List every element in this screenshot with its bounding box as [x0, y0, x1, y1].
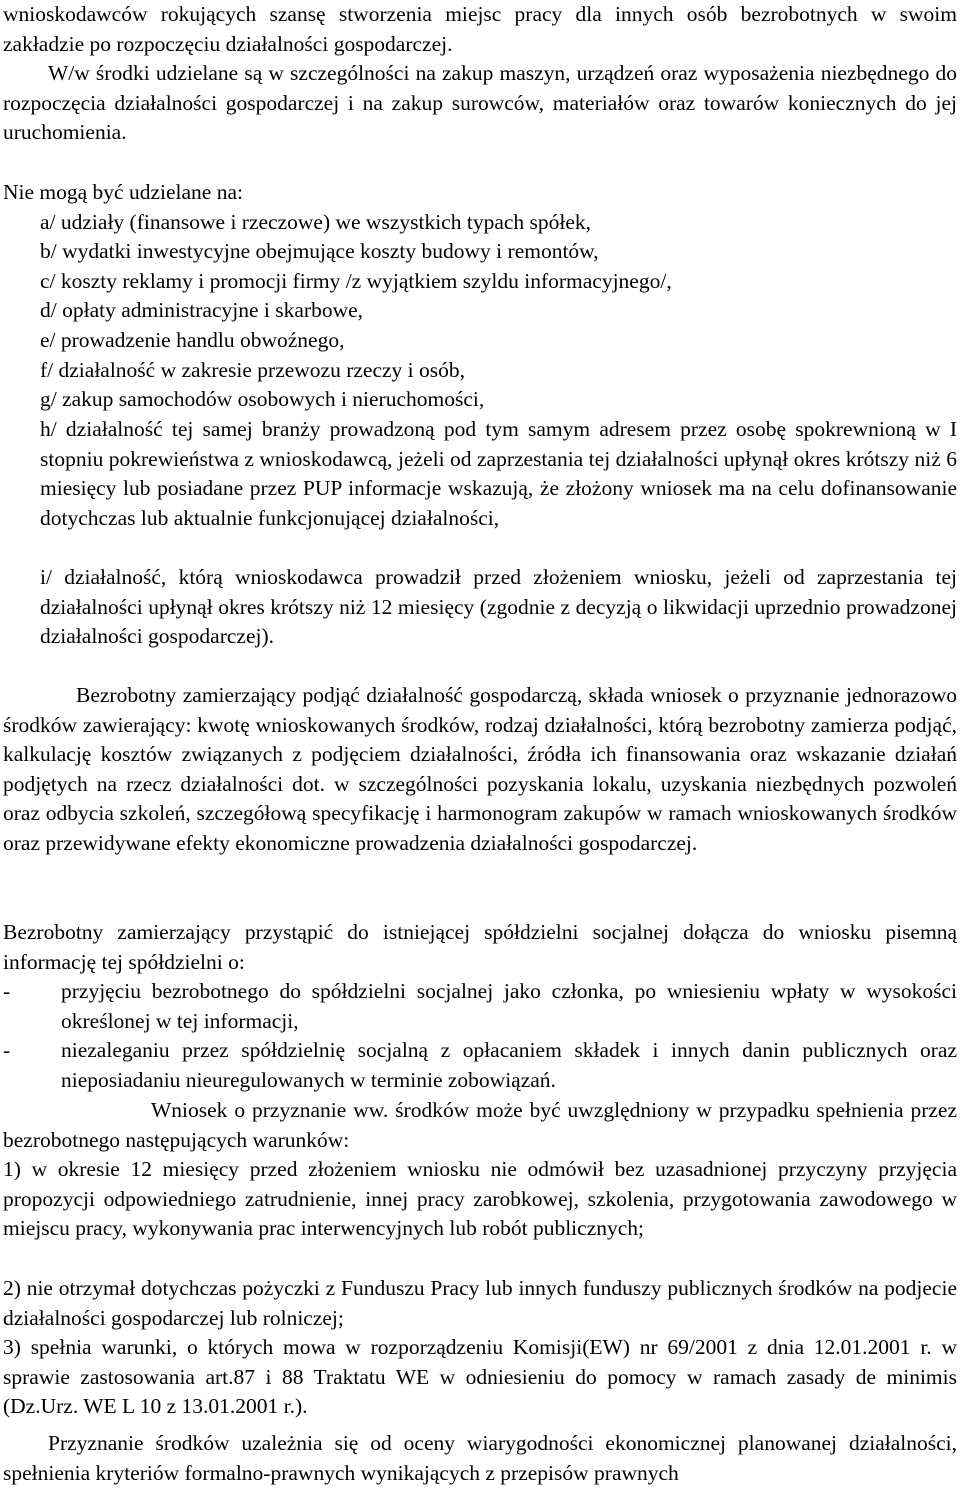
condition-2: 2) nie otrzymał dotychczas pożyczki z Funduszu Pracy lub innych funduszy publicznych środków na podjecie działalności gospodarczej lub rolniczej; — [3, 1276, 957, 1330]
exclusion-item-e: e/ prowadzenie handlu obwoźnego, — [40, 328, 345, 352]
condition-3: 3) spełnia warunki, o których mowa w rozporządzeniu Komisji(EW) nr 69/2001 z dnia 12.01.2001 r. w sprawie zastosowania art.87 i 88 Traktatu WE w odniesieniu do pomocy w ramach zasady de minimis (Dz.Urz. WE L 10 z 13.01.2001 r.). — [3, 1335, 957, 1419]
exclusion-item-d: d/ opłaty administracyjne i skarbowe, — [40, 298, 364, 322]
exclusion-item-i: i/ działalność, którą wnioskodawca prowadził przed złożeniem wniosku, jeżeli od zaprzestania tej działalności upłynął okres krótszy niż 12 miesięcy (zgodnie z decyzją o likwidacji uprzednio prowadzonej działalności gospodarczej). — [40, 565, 957, 649]
exclusion-item-a: a/ udziały (finansowe i rzeczowe) we wszystkich typach spółek, — [40, 210, 592, 234]
exclusion-item-c: c/ koszty reklamy i promocji firmy /z wyjątkiem szyldu informacyjnego/, — [40, 269, 672, 293]
cooperative-item-2-text: niezaleganiu przez spółdzielnię socjalną z opłacaniem składek i innych danin publicznych oraz nieposiadaniu nieuregulowanych w terminie zobowiązań. — [61, 1038, 957, 1092]
dash-bullet: - — [3, 1038, 11, 1062]
application-paragraph: Bezrobotny zamierzający podjąć działalność gospodarczą, składa wniosek o przyznanie jednorazowo środków zawierający: kwotę wnioskowanych środków, rodzaj działalności, którą bezrobotny zamierza podjąć, kalkulację kosztów związanych z podjęciem działalności, źródła ich finansowania oraz wskazanie działań podjętych na rzecz działalności dot. w szczególności pozyskania lokalu, uzyskania niezbędnych pozwoleń oraz odbycia szkoleń, szczegółową specyfikację i harmonogram zakupów w ramach wnioskowanych środków oraz przewidywane efekty ekonomiczne prowadzenia działalności gospodarczej. — [3, 683, 957, 855]
cooperative-paragraph: Bezrobotny zamierzający przystąpić do istniejącej spółdzielni socjalnej dołącza do wniosku pisemną informację tej spółdzielni o: — [3, 920, 957, 974]
dash-bullet: - — [3, 979, 11, 1003]
exclusion-item-b: b/ wydatki inwestycyjne obejmujące koszty budowy i remontów, — [40, 239, 599, 263]
exclusion-item-g: g/ zakup samochodów osobowych i nieruchomości, — [40, 387, 485, 411]
exclusions-heading: Nie mogą być udzielane na: — [3, 180, 243, 204]
intro-paragraph-2: W/w środki udzielane są w szczególności na zakup maszyn, urządzeń oraz wyposażenia niezbędnego do rozpoczęcia działalności gospodarczej i na zakup surowców, materiałów oraz towarów koniecznych do jej uruchomienia. — [3, 61, 957, 145]
intro-paragraph-1: wnioskodawców rokujących szansę stworzenia miejsc pracy dla innych osób bezrobotnych w swoim zakładzie po rozpoczęciu działalności gospodarczej. — [3, 2, 957, 56]
exclusion-item-f: f/ działalność w zakresie przewozu rzeczy i osób, — [40, 358, 466, 382]
cooperative-item-1-text: przyjęciu bezrobotnego do spółdzielni socjalnej jako członka, po wniesieniu wpłaty w wysokości określonej w tej informacji, — [61, 979, 957, 1033]
final-paragraph: Przyznanie środków uzależnia się od oceny wiarygodności ekonomicznej planowanej działalności, spełnienia kryteriów formalno-prawnych wynikających z przepisów prawnych — [3, 1431, 957, 1485]
exclusion-item-h: h/ działalność tej samej branży prowadzoną pod tym samym adresem przez osobę spokrewnioną w I stopniu pokrewieństwa z wnioskodawcą, jeżeli od zaprzestania tej działalności upłynął okres krótszy niż 6 miesięcy lub posiadane przez PUP informacje wskazują, że złożony wniosek ma na celu dofinansowanie dotychczas lub aktualnie funkcjonującej działalności, — [40, 417, 957, 530]
cooperative-item-2 — [3, 1036, 957, 1095]
conditions-intro: Wniosek o przyznanie ww. środków może być uwzględniony w przypadku spełnienia przez bezrobotnego następujących warunków: — [3, 1098, 957, 1152]
cooperative-item-1 — [3, 977, 957, 1036]
condition-1: 1) w okresie 12 miesięcy przed złożeniem wniosku nie odmówił bez uzasadnionej przyczyny przyjęcia propozycji odpowiedniego zatrudnienie, innej pracy zarobkowej, szkolenia, przygotowania zawodowego w miejscu pracy, wykonywania prac interwencyjnych lub robót publicznych; — [3, 1157, 957, 1241]
